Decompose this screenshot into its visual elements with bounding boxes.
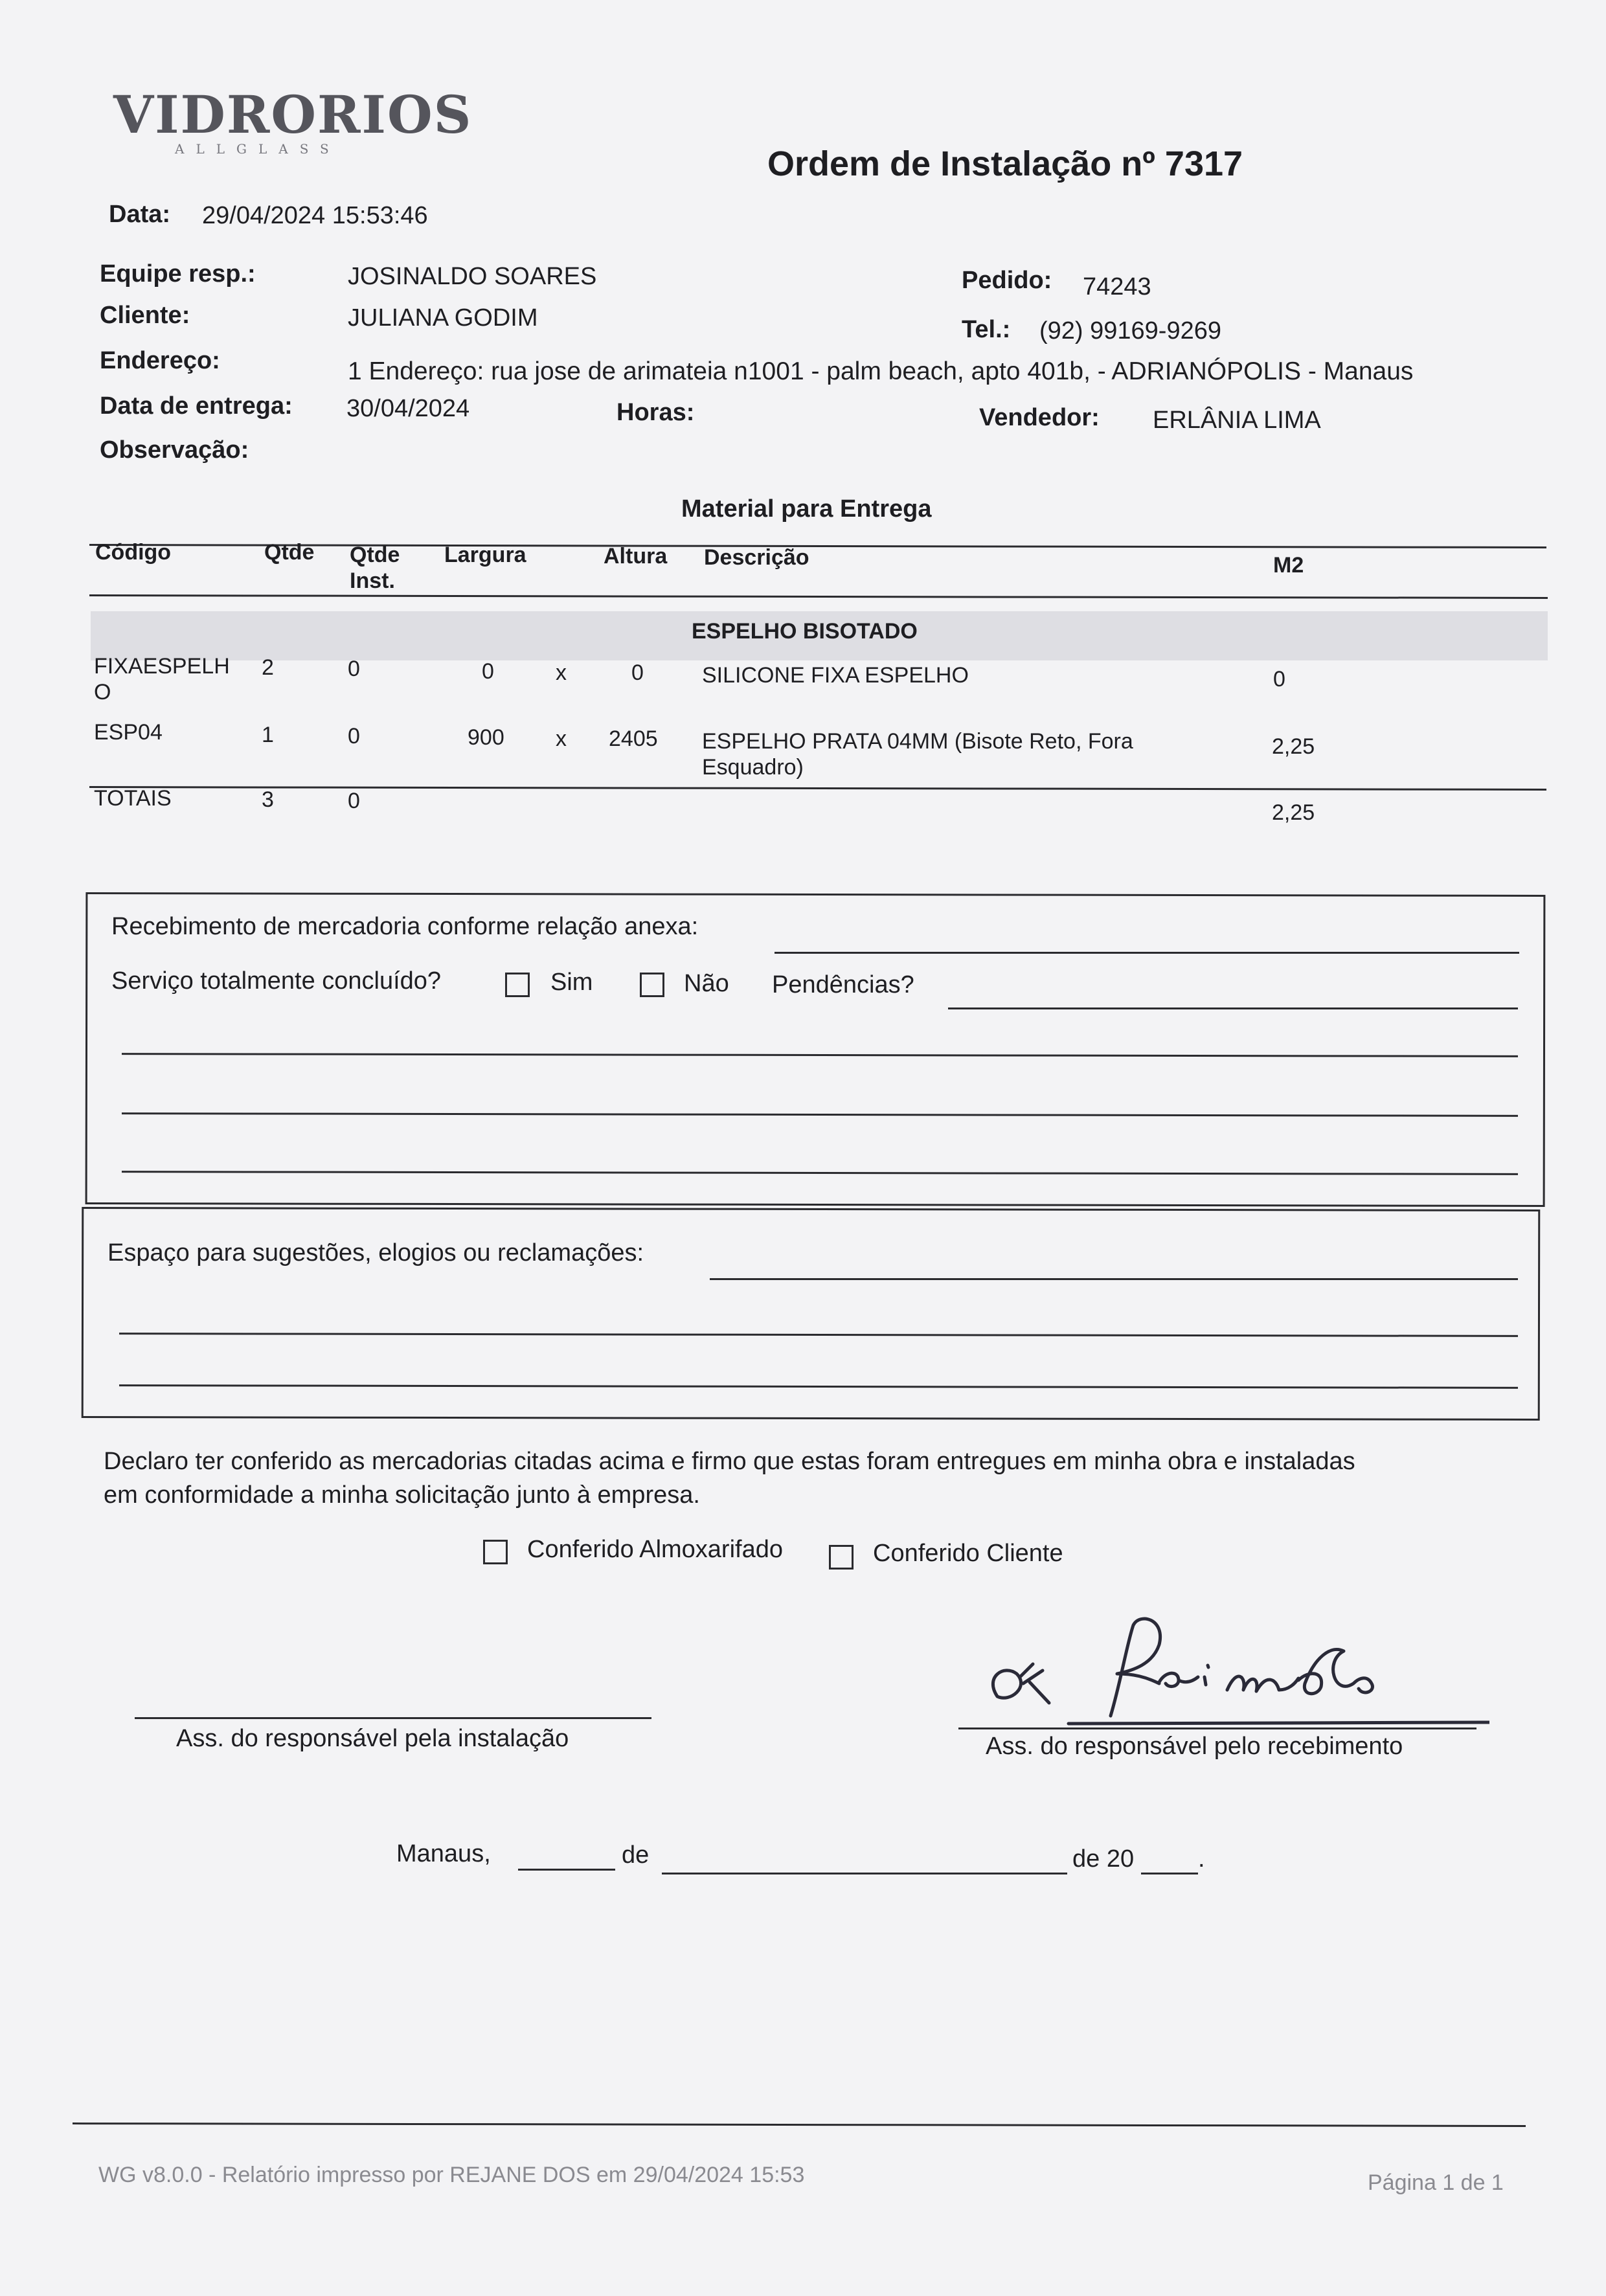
row1-codigo-1: FIXAESPELH <box>94 654 230 679</box>
row1-largura: 0 <box>482 659 494 684</box>
date-label: Data: <box>109 201 171 228</box>
row2-m2: 2,25 <box>1272 734 1315 759</box>
entrega-value: 30/04/2024 <box>346 395 470 422</box>
pedido-label: Pedido: <box>962 267 1052 294</box>
nao-label: Não <box>684 970 729 997</box>
handwritten-signature <box>971 1606 1489 1735</box>
equipe-value: JOSINALDO SOARES <box>348 263 597 290</box>
row1-x: x <box>556 660 567 685</box>
conf-almox-label: Conferido Almoxarifado <box>527 1536 783 1563</box>
date-de-2: de 20 <box>1072 1845 1135 1873</box>
row1-m2: 0 <box>1273 667 1285 692</box>
cliente-label: Cliente: <box>100 302 190 329</box>
installer-signature-line[interactable] <box>135 1717 651 1719</box>
col-qtde-inst-header-2: Inst. <box>350 568 395 593</box>
logo-subtext: ALLGLASS <box>175 141 341 157</box>
footer-rule <box>73 2122 1526 2127</box>
tel-value: (92) 99169-9269 <box>1039 317 1221 344</box>
row1-qtde-inst: 0 <box>348 657 360 681</box>
conf-cliente-checkbox[interactable] <box>829 1545 854 1570</box>
table-header-rule <box>89 594 1548 599</box>
cliente-value: JULIANA GODIM <box>348 304 538 332</box>
month-line[interactable] <box>662 1873 1067 1874</box>
row2-descricao-2: Esquadro) <box>702 755 804 780</box>
row2-qtde: 1 <box>262 723 274 747</box>
row1-altura: 0 <box>631 660 644 685</box>
footer-right: Página 1 de 1 <box>1368 2170 1504 2195</box>
col-qtde-header: Qtde <box>264 540 315 565</box>
table-totals-rule <box>89 786 1546 791</box>
day-line[interactable] <box>518 1869 615 1871</box>
row1-descricao: SILICONE FIXA ESPELHO <box>702 663 969 688</box>
company-logo <box>113 84 472 157</box>
col-m2-header: M2 <box>1273 553 1304 578</box>
year-line[interactable] <box>1141 1873 1198 1874</box>
recebimento-line[interactable] <box>775 952 1519 954</box>
row2-descricao-1: ESPELHO PRATA 04MM (Bisote Reto, Fora <box>702 729 1133 754</box>
observacao-label: Observação: <box>100 436 249 464</box>
pendencias-label: Pendências? <box>772 971 914 998</box>
totais-qtde: 3 <box>262 787 274 812</box>
pedido-value: 74243 <box>1083 273 1151 300</box>
vendedor-label: Vendedor: <box>979 404 1100 431</box>
group-label: ESPELHO BISOTADO <box>692 619 918 644</box>
col-qtde-inst-header-1: Qtde <box>350 543 400 567</box>
sim-checkbox[interactable] <box>505 973 530 997</box>
entrega-label: Data de entrega: <box>100 392 293 420</box>
conf-almox-checkbox[interactable] <box>483 1540 508 1564</box>
row1-codigo-2: O <box>94 680 111 704</box>
row2-largura: 900 <box>468 725 504 750</box>
declaration-line-1: Declaro ter conferido as mercadorias citadas acima e firmo que estas foram entregues em minha obra e instaladas <box>104 1448 1355 1475</box>
endereco-value: 1 Endereço: rua jose de arimateia n1001 - palm beach, apto 401b, - ADRIANÓPOLIS - Manaus <box>348 357 1414 385</box>
logo-text: VIDRORIOS <box>113 84 473 145</box>
servico-text: Serviço totalmente concluído? <box>111 967 442 995</box>
date-end: . <box>1198 1845 1205 1873</box>
row2-qtde-inst: 0 <box>348 724 360 748</box>
totais-qtde-inst: 0 <box>348 789 360 813</box>
declaration-line-2: em conformidade a minha solicitação junto à empresa. <box>104 1481 700 1509</box>
tel-label: Tel.: <box>962 316 1011 343</box>
sugestoes-line-1[interactable] <box>710 1278 1518 1280</box>
sim-label: Sim <box>550 969 593 996</box>
row1-qtde: 2 <box>262 655 274 680</box>
horas-label: Horas: <box>616 399 695 426</box>
receiver-signature-line[interactable] <box>958 1728 1476 1729</box>
col-largura-header: Largura <box>444 543 526 567</box>
col-descricao-header: Descrição <box>704 545 809 570</box>
material-title: Material para Entrega <box>681 495 932 523</box>
footer-left: WG v8.0.0 - Relatório impresso por REJANE DOS em 29/04/2024 15:53 <box>98 2163 805 2187</box>
col-codigo-header: Código <box>95 540 172 565</box>
nao-checkbox[interactable] <box>640 973 664 997</box>
receiver-signature-label: Ass. do responsável pelo recebimento <box>986 1733 1403 1760</box>
city-label: Manaus, <box>396 1840 491 1867</box>
date-de-1: de <box>622 1841 650 1869</box>
row2-codigo: ESP04 <box>94 720 163 745</box>
equipe-label: Equipe resp.: <box>100 260 256 287</box>
recebimento-text: Recebimento de mercadoria conforme relação anexa: <box>111 913 699 940</box>
vendedor-value: ERLÂNIA LIMA <box>1153 407 1321 434</box>
endereco-label: Endereço: <box>100 347 220 374</box>
totais-m2: 2,25 <box>1272 800 1315 825</box>
row2-x: x <box>556 726 567 751</box>
date-value: 29/04/2024 15:53:46 <box>202 202 428 229</box>
pendencias-line[interactable] <box>948 1007 1518 1009</box>
row2-altura: 2405 <box>609 726 658 751</box>
totais-label: TOTAIS <box>94 786 172 811</box>
sugestoes-text: Espaço para sugestões, elogios ou reclamações: <box>107 1239 644 1266</box>
installer-signature-label: Ass. do responsável pela instalação <box>176 1725 569 1752</box>
col-altura-header: Altura <box>604 544 668 568</box>
conf-cliente-label: Conferido Cliente <box>873 1540 1063 1567</box>
document-title: Ordem de Instalação nº 7317 <box>767 144 1243 183</box>
